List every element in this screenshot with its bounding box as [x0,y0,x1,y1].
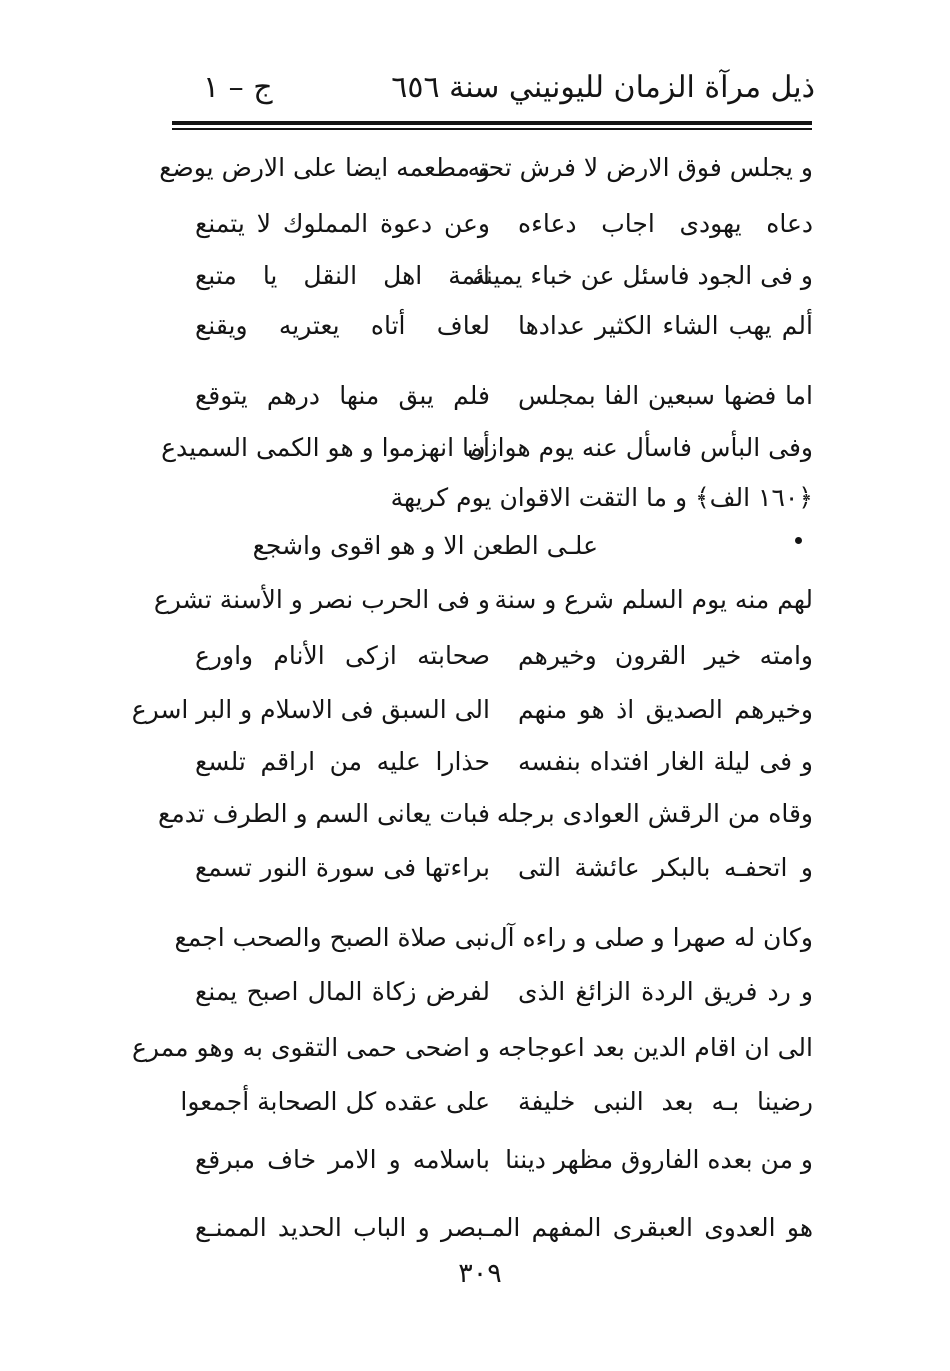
verse-line [158,792,813,836]
verse-second-hemistich: الى السبق فى الاسلام و البر اسرع [131,695,490,724]
verse-second-hemistich: لفرض زكاة المال اصبح يمنع [195,977,490,1006]
verse-line [195,202,813,246]
verse-line [131,688,813,732]
verse-first-hemistich: و فى الجود فاسئل عن خباء يمينه [472,261,813,290]
verse-second-hemistich: لعاف أتاه يعتريه ويقنع [195,311,490,340]
verse-first-hemistich: وامته خير القرون وخيرهم [518,641,813,670]
verse-first-hemistich: و من بعده الفاروق مظهر ديننا [505,1145,813,1174]
verse-line [174,916,813,960]
page-number: ٣٠٩ [458,1258,502,1289]
verse-first-hemistich: و فى ليلة الغار افتداه بنفسه [518,747,813,776]
verse-run-on-line: علـى الطعن الا و هو اقوى واشجع [252,531,598,560]
verse-first-hemistich: ألم يهب الشاء الكثير عدادها [518,311,813,340]
verse-first-hemistich: و اتحفـه بالبكر عائشة التى [518,853,813,882]
verse-line [195,846,813,890]
verse-second-hemistich: فبات يعانى السم و الطرف تدمع [158,799,490,828]
bullet-mark [795,537,802,544]
verse-second-hemistich: و مطعمه ايضا على الارض يوضع [159,153,490,182]
verse-line [180,1080,813,1124]
verse-line [153,578,813,622]
verse-second-hemistich: وعن دعوة المملوك لا يتمنع [195,209,490,238]
verse-second-hemistich: و اضحى حمى التقوى به وهو ممرع [132,1033,490,1062]
verse-first-hemistich: وفى البأس فاسأل عنه يوم هوازن [467,433,813,462]
verse-second-hemistich: ائمة اهل النقل يا متبع [195,261,490,290]
verse-second-hemistich: فلم يبق منها درهم يتوقع [195,381,490,410]
verse-line [195,970,813,1014]
verse-first-hemistich: دعاه يهودى اجاب دعاءه [518,209,813,238]
verse-line [195,374,813,418]
verse-full-line: هو العدوى العبقرى المفهم المـبصر و الباب الحديد الممنـع [195,1213,813,1242]
verse-second-hemistich: براءتها فى سورة النور تسمع [195,853,490,882]
verse-first-hemistich: وقاه من الرقش العوادى برجله [496,799,813,828]
verse-line [195,254,813,298]
verse-line [195,740,813,784]
verse-second-hemistich: و فى الحرب نصر و الأسنة تشرع [153,585,490,614]
verse-first-hemistich: رضينا بـه بعد النبى خليفة [518,1087,813,1116]
verse-second-hemistich: على عقده كل الصحابة أجمعوا [180,1087,490,1116]
verse-line [132,1026,813,1070]
verse-line [195,1138,813,1182]
volume-label: ج – ١ [203,70,273,105]
header-title: ذيل مرآة الزمان لليونيني سنة ٦٥٦ [391,70,815,105]
verse-run-on-line: ﴿١٦٠ الف﴾ و ما التقت الاقوان يوم كريهة [390,483,813,512]
verse-second-hemistich: نبى صلاة الصبح والصحب اجمع [174,923,490,952]
verse-first-hemistich: و رد فريق الردة الزائغ الذى [518,977,813,1006]
verse-line [195,1206,813,1250]
verse-second-hemistich: حذارا عليه من اراقم تلسع [195,747,490,776]
verse-line [195,304,813,348]
verse-second-hemistich: أما انهزموا و هو الكمى السميدع [161,433,490,462]
verse-first-hemistich: الى ان اقام الدين بعد اعوجاجه [498,1033,813,1062]
verse-first-hemistich: لهم منه يوم السلم شرع و سنة [494,585,813,614]
verse-first-hemistich: وخيرهم الصديق اذ هو منهم [518,695,813,724]
verse-first-hemistich: وكان له صهرا و صلى و راءه آل [489,923,813,952]
verse-line [195,476,813,520]
verse-second-hemistich: صحابته ازكى الأنام واورع [195,641,490,670]
verse-first-hemistich: و يجلس فوق الارض لا فرش تحته [467,153,813,182]
verse-line [161,426,813,470]
verse-line [195,634,813,678]
verse-second-hemistich: باسلامه و الامر خاف مبرقع [195,1145,490,1174]
verse-first-hemistich: اما فضها سبعين الفا بمجلس [518,381,813,410]
verse-line [195,524,813,568]
verse-line [159,146,813,190]
